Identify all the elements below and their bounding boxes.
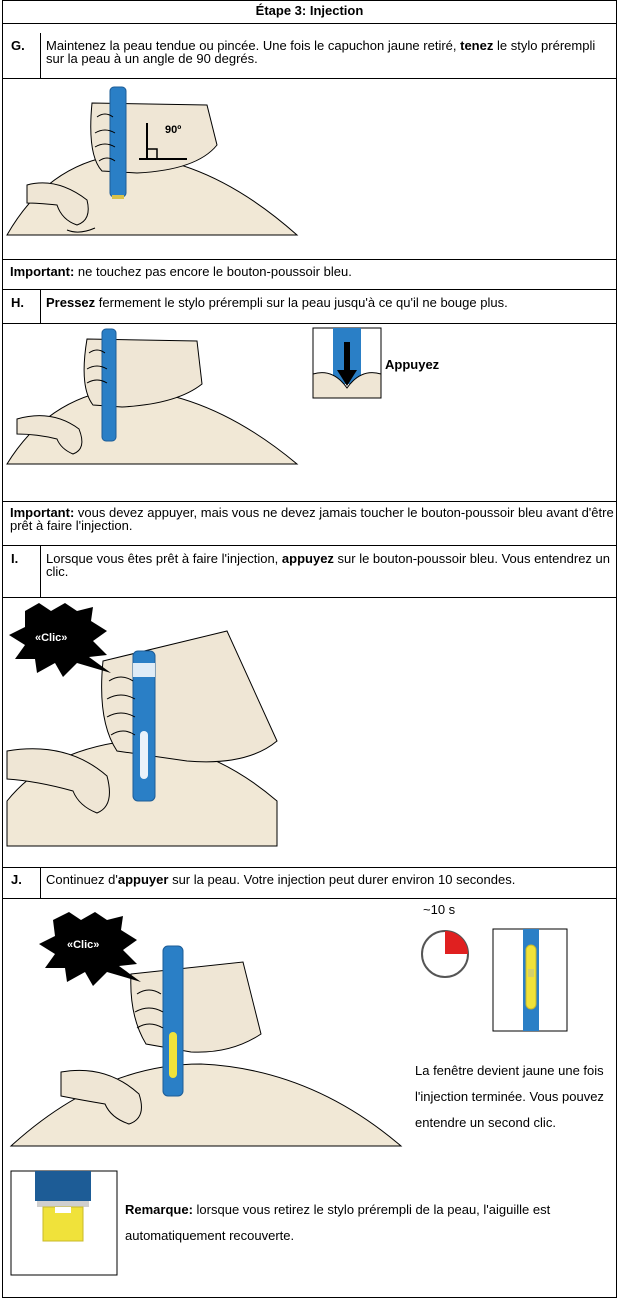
click-label-j: «Clic» — [67, 939, 100, 951]
divider — [3, 259, 616, 260]
section-title: Étape 3: Injection — [255, 3, 364, 18]
step-letter-i: I. — [11, 551, 19, 566]
window-yellow-note: La fenêtre devient jaune une fois l'injection terminée. Vous pouvez entendre un second clic. — [415, 1063, 604, 1130]
column-divider — [40, 867, 41, 898]
step-letter-j: J. — [11, 872, 22, 887]
step-g-text: Maintenez la peau tendue ou pincée. Une fois le capuchon jaune retiré, tenez le stylo prérempli sur la peau à un angle de 90 degrés. — [46, 38, 596, 66]
divider — [3, 545, 616, 546]
column-divider — [40, 289, 41, 323]
press-label: Appuyez — [385, 357, 440, 372]
press-down-inset — [313, 328, 383, 400]
divider — [3, 289, 616, 290]
timer-label: ~10 s — [423, 902, 456, 917]
click-button-illustration — [7, 601, 287, 849]
pen-window-inset — [493, 929, 569, 1033]
divider — [3, 898, 616, 899]
step-i-text: Lorsque vous êtes prêt à faire l'injection, appuyez sur le bouton-poussoir bleu. Vous entendrez un clic. — [46, 551, 610, 579]
important-note-h: Important: vous devez appuyer, mais vous ne devez jamais toucher le bouton-poussoir bleu avant d'être prêt à faire l'injection. — [10, 505, 614, 533]
angle-label: 90º — [165, 124, 182, 136]
needle-cover-inset — [11, 1171, 119, 1277]
step-j-text: Continuez d'appuyer sur la peau. Votre injection peut durer environ 10 secondes. — [46, 872, 516, 887]
click-label: «Clic» — [35, 632, 68, 644]
timer-elapsed-wedge — [445, 931, 468, 954]
hold-pen-90-degree-illustration — [7, 85, 307, 255]
timer-pie — [419, 928, 471, 980]
divider — [3, 323, 616, 324]
divider — [3, 501, 616, 502]
divider — [3, 867, 616, 868]
column-divider — [40, 545, 41, 597]
important-note-g: Important: ne touchez pas encore le bouton-poussoir bleu. — [10, 264, 352, 279]
step-letter-h: H. — [11, 295, 24, 310]
step-letter-g: G. — [11, 38, 25, 53]
wait-injection-illustration — [11, 904, 411, 1152]
divider — [3, 23, 616, 24]
injection-instructions-table — [2, 0, 617, 1298]
divider — [3, 78, 616, 79]
press-pen-illustration — [7, 329, 307, 479]
step-h-text: Pressez fermement le stylo prérempli sur la peau jusqu'à ce qu'il ne bouge plus. — [46, 295, 508, 310]
remark-note: Remarque: lorsque vous retirez le stylo prérempli de la peau, l'aiguille est automatiquement recouverte. — [125, 1202, 551, 1243]
divider — [3, 597, 616, 598]
column-divider — [40, 33, 41, 78]
